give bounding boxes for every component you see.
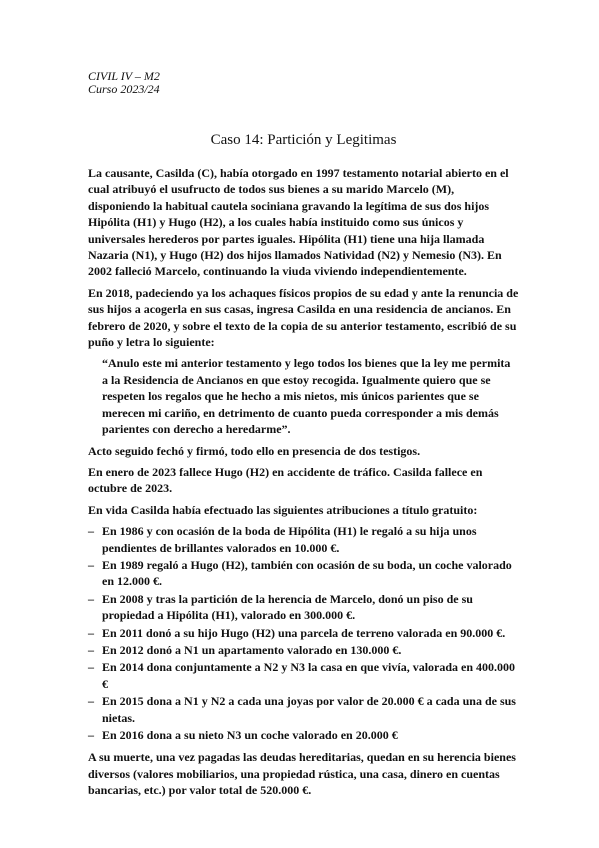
list-dash: – (88, 728, 94, 742)
list-item (88, 523, 519, 556)
list-dash: – (88, 694, 94, 709)
gift-text: En 2011 donó a su hijo Hugo (H2) una parcela de terreno valorada en 90.000 €. (102, 625, 506, 640)
list-dash: – (88, 625, 94, 640)
list-dash: – (88, 660, 94, 675)
gift-text: En 2008 y tras la partición de la herencia de Marcelo, donó un piso de su propiedad a Hipólita (H1), valorado en 300.000 €. (102, 591, 473, 623)
paragraph-gifts-intro: En vida Casilda había efectuado las siguientes atribuciones a título gratuito: (88, 502, 478, 517)
list-item (88, 693, 519, 726)
list-dash: – (88, 557, 94, 572)
gift-text: En 2014 dona conjuntamente a N2 y N3 la casa en que vivía, valorada en 400.000 € (102, 660, 516, 691)
gift-text: En 2015 dona a N1 y N2 a cada una joyas por valor de 20.000 € a cada una de sus nietas. (102, 694, 516, 725)
gift-text: En 2016 dona a su nieto N3 un coche valorado en 20.000 € (102, 728, 398, 742)
list-item (88, 557, 519, 590)
gift-text: En 2012 donó a N1 un apartamento valorado en 130.000 €. (102, 642, 402, 657)
list-item (88, 727, 519, 743)
case-title: Caso 14: Partición y Legitimas (210, 132, 397, 148)
list-item (88, 659, 519, 692)
list-dash: – (88, 591, 94, 606)
paragraph-residence: En 2018, padeciendo ya los achaques físicos propios de su edad y ante la renuncia de sus hijos a acogerla en sus casas, ingresa Casilda en una residencia de ancianos. En febrero de 2020, y sobre el texto de la copia de su anterior testamento, escribió de su puño y letra lo siguiente: (88, 285, 519, 350)
gift-text: En 1989 regaló a Hugo (H2), también con ocasión de su boda, un coche valorado en 12.000 €. (102, 557, 512, 589)
holographic-quote: “Anulo este mi anterior testamento y lego todos los bienes que la ley me permita a la Residencia de Ancianos en que estoy recogida. Igualmente quiero que se respeten los regalos que he hecho a mis nietos, mis únicos parientes que se merecen mi cariño, en detrimento de cuanto pueda corresponder a mis demás parientes con derecho a heredarme”. (102, 356, 511, 437)
list-item (88, 591, 519, 624)
paragraph-signature: Acto seguido fechó y firmó, todo ello en presencia de dos testigos. (88, 443, 421, 458)
paragraph-deaths: En enero de 2023 fallece Hugo (H2) en accidente de tráfico. Casilda fallece en octubre de 2023. (88, 464, 483, 496)
paragraph-closing: A su muerte, una vez pagadas las deudas hereditarias, quedan en su herencia bienes diversos (valores mobiliarios, una propiedad rústica, una casa, dinero en cuentas bancarias, etc.) por valor total de 520.000 €. (88, 750, 516, 798)
gifts-list (88, 523, 519, 743)
course-year: Curso 2023/24 (88, 82, 160, 96)
list-dash: – (88, 642, 94, 657)
paragraph-intro: La causante, Casilda (C), había otorgado en 1997 testamento notarial abierto en el cual atribuyó el usufructo de todos sus bienes a su marido Marcelo (M), disponiendo la habitual cautela sociniana gravando la legítima de sus dos hijos Hipólita (H1) y Hugo (H2), a los cuales había instituido como sus únicos y universales herederos por partes iguales. Hipólita (H1) tiene una hija llamada Nazaria (N1), y Hugo (H2) dos hijos llamados Natividad (N2) y Nemesio (N3). En 2002 falleció Marcelo, continuando la viuda viviendo independientemente. (88, 166, 509, 279)
course-name: CIVIL IV – M2 (88, 69, 160, 83)
list-item (88, 642, 519, 658)
list-item (88, 625, 519, 641)
gift-text: En 1986 y con ocasión de la boda de Hipólita (H1) le regaló a su hija unos pendientes de brillantes valorados en 10.000 €. (102, 524, 477, 555)
course-header (88, 70, 519, 96)
list-dash: – (88, 524, 94, 539)
